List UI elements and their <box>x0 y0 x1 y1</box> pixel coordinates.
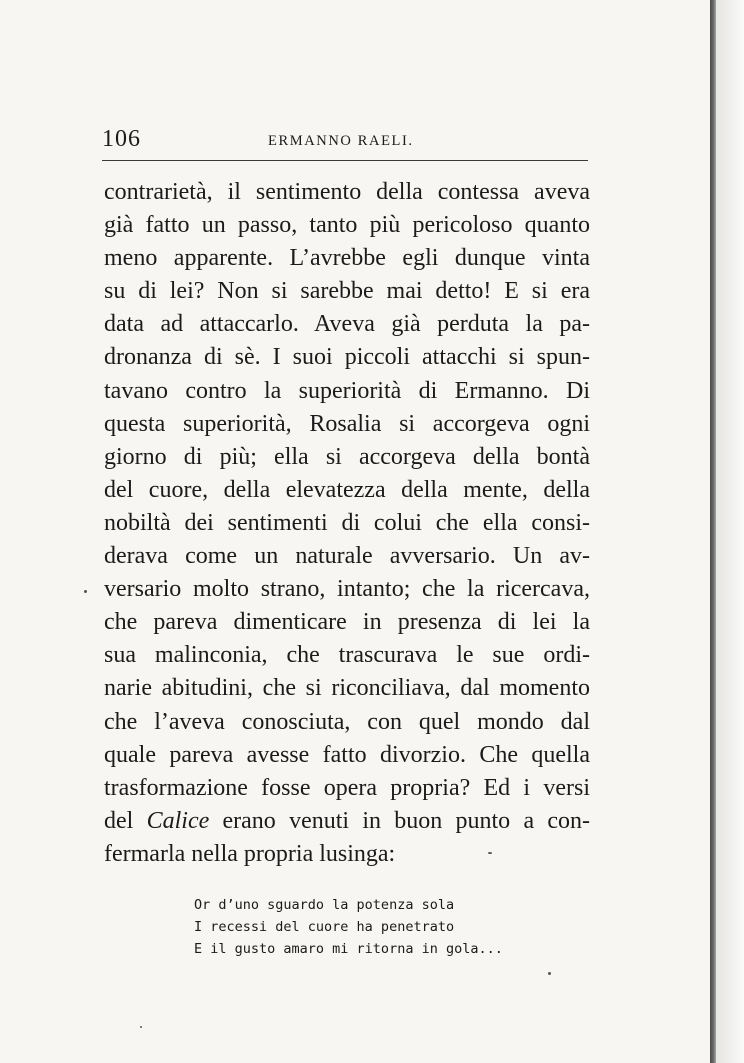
verse-line: I recessi del cuore ha penetrato <box>194 919 455 935</box>
text-line: meno apparente. L’avrebbe egli dunque vinta <box>104 245 590 272</box>
binding-shadow <box>716 0 744 1063</box>
text-line: data ad attaccarlo. Aveva già perduta la pa- <box>104 311 590 338</box>
paper-speck <box>140 1026 142 1028</box>
text-line: nobiltà dei sentimenti di colui che ella consi- <box>104 509 590 536</box>
body-text <box>104 176 590 871</box>
text-segment: erano venuti in buon punto a con- <box>209 807 590 834</box>
running-head: ERMANNO RAELI. <box>268 133 414 149</box>
paper-speck <box>488 852 492 854</box>
paper-speck <box>84 590 87 593</box>
text-line <box>104 805 590 838</box>
text-line: questa superiorità, Rosalia si accorgeva ogni <box>104 410 590 437</box>
verse-line: Or d’uno sguardo la potenza sola <box>194 897 455 913</box>
text-line: narie abitudini, che si riconciliava, dal momento <box>104 675 590 702</box>
text-line: già fatto un passo, tanto più pericoloso quanto <box>104 212 590 239</box>
header-rule <box>102 160 588 161</box>
text-line: fermarla nella propria lusinga: <box>104 840 396 867</box>
text-line: derava come un naturale avversario. Un av- <box>104 543 590 570</box>
text-line: sua malinconia, che trascurava le sue ordi- <box>104 642 590 669</box>
text-line: dronanza di sè. I suoi piccoli attacchi si spun- <box>104 344 590 371</box>
text-line: del cuore, della elevatezza della mente, della <box>104 476 590 503</box>
text-line: che l’aveva conosciuta, con quel mondo dal <box>104 708 590 735</box>
text-line: giorno di più; ella si accorgeva della bontà <box>104 443 590 470</box>
verse-line: E il gusto amaro mi ritorna in gola... <box>194 941 503 957</box>
text-line: che pareva dimenticare in presenza di lei la <box>104 609 590 636</box>
paper-speck <box>548 972 551 975</box>
page-header <box>102 126 588 160</box>
binding-edge <box>710 0 716 1063</box>
text-line: su di lei? Non si sarebbe mai detto! E si era <box>104 278 590 305</box>
verse-quote <box>194 894 503 960</box>
text-line: quale pareva avesse fatto divorzio. Che quella <box>104 741 590 768</box>
italic-title: Calice <box>146 807 210 834</box>
text-line: versario molto strano, intanto; che la ricercava, <box>104 576 590 603</box>
page-number: 106 <box>102 126 141 152</box>
text-line: tavano contro la superiorità di Ermanno. Di <box>104 377 590 404</box>
text-line: contrarietà, il sentimento della contessa aveva <box>104 179 590 205</box>
text-segment: del <box>104 807 147 834</box>
text-line: trasformazione fosse opera propria? Ed i versi <box>104 774 590 801</box>
